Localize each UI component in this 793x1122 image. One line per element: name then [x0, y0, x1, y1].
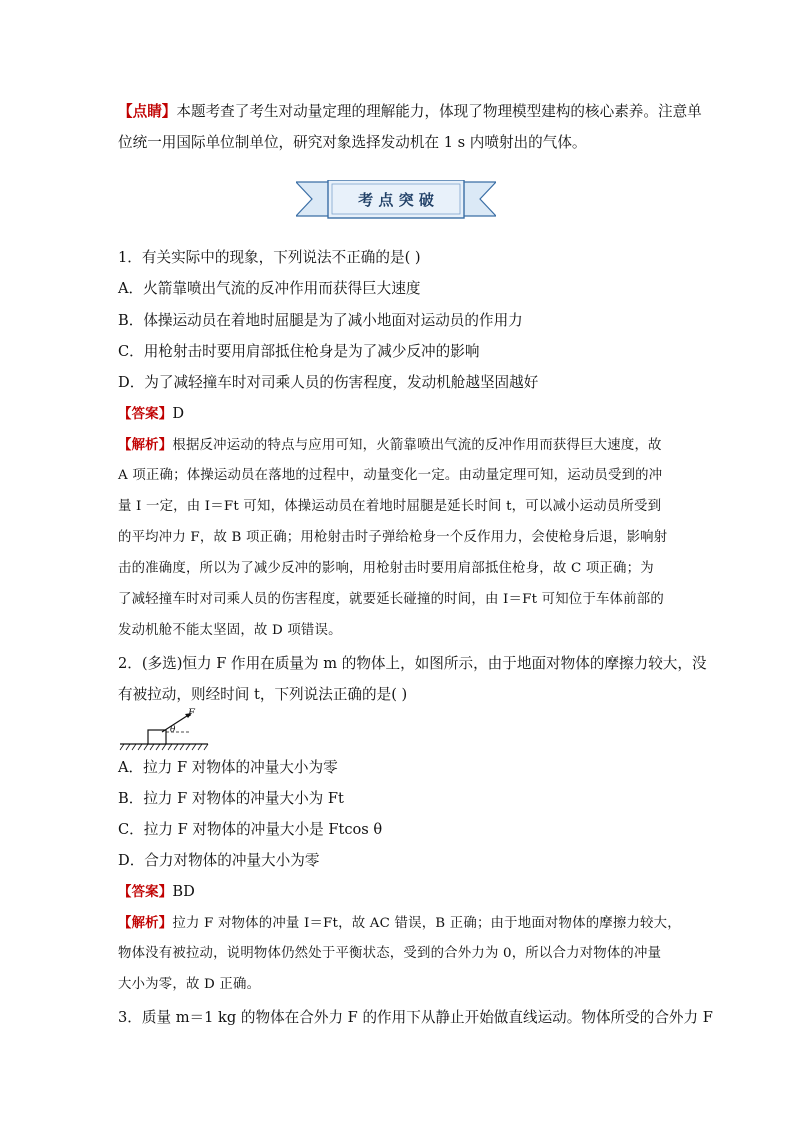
note-text-1: 本题考查了考生对动量定理的理解能力，体现了物理模型建构的核心素养。注意单	[176, 103, 702, 120]
q2-stem-line-2: 有被拉动，则经时间 t，下列说法正确的是( )	[118, 686, 408, 703]
banner-ribbon-icon	[296, 180, 496, 220]
q2-stem-line-1: 2．(多选)恒力 F 作用在质量为 m 的物体上，如图所示，由于地面对物体的摩擦力较大，没	[118, 655, 707, 672]
q1-option-a: A．火箭靠喷出气流的反冲作用而获得巨大速度	[118, 280, 421, 297]
q1-analysis-line-7: 发动机舱不能太坚固，故 D 项错误。	[118, 623, 342, 638]
q1-analysis-text-1: 根据反冲运动的特点与应用可知，火箭靠喷出气流的反冲作用而获得巨大速度，故	[172, 438, 662, 453]
q2-analysis-line-1	[118, 913, 681, 934]
q2-analysis-tag: 【解析】	[118, 915, 173, 931]
q1-analysis-line-2: A 项正确；体操运动员在落地的过程中，动量变化一定。由动量定理可知，运动员受到的冲	[118, 468, 663, 483]
q2-option-c: C．拉力 F 对物体的冲量大小是 Ftcos θ	[118, 821, 383, 838]
q2-answer: BD	[172, 883, 195, 900]
q1-analysis-line-5: 击的准确度，所以为了减少反冲的影响，用枪射击时要用肩部抵住枪身，故 C 项正确；为	[118, 561, 654, 576]
note-line-2: 位统一用国际单位制单位，研究对象选择发动机在 1 s 内喷射出的气体。	[118, 134, 587, 151]
q1-option-d: D．为了减轻撞车时对司乘人员的伤害程度，发动机舱越坚固越好	[118, 374, 539, 391]
q2-analysis-line-3: 大小为零，故 D 正确。	[118, 977, 261, 992]
q2-analysis-line-2: 物体没有被拉动，说明物体仍然处于平衡状态，受到的合外力为 0，所以合力对物体的冲量	[118, 946, 662, 961]
q1-analysis-line-3: 量 I 一定，由 I＝Ft 可知，体操运动员在着地时屈腿是延长时间 t，可以减小运动员所受到	[118, 499, 662, 514]
q1-analysis-tag: 【解析】	[118, 437, 173, 453]
force-label: F	[188, 708, 195, 719]
q1-analysis-line-6: 了减轻撞车时对司乘人员的伤害程度，就要延长碰撞的时间，由 I＝Ft 可知位于车体前部的	[118, 592, 664, 607]
q3-stem: 3．质量 m＝1 kg 的物体在合外力 F 的作用下从静止开始做直线运动。物体所受的合外力 F	[118, 1009, 713, 1026]
q1-answer-line	[118, 404, 678, 424]
angle-label: θ	[170, 725, 176, 735]
q2-option-b: B．拉力 F 对物体的冲量大小为 Ft	[118, 790, 344, 807]
q1-answer: D	[172, 405, 185, 422]
q2-analysis-text-1: 拉力 F 对物体的冲量 I＝Ft，故 AC 错误，B 正确；由于地面对物体的摩擦力较大，	[172, 916, 681, 931]
q1-option-b: B．体操运动员在着地时屈腿是为了减小地面对运动员的作用力	[118, 312, 523, 329]
q1-stem: 1．有关实际中的现象，下列说法不正确的是( )	[118, 249, 421, 266]
q1-analysis-line-1	[118, 435, 678, 456]
note-line-1	[118, 102, 702, 122]
force-diagram-icon	[118, 708, 210, 752]
section-banner	[296, 180, 496, 220]
q2-option-a: A．拉力 F 对物体的冲量大小为零	[118, 759, 338, 776]
q1-analysis-line-4: 的平均冲力 F，故 B 项正确；用枪射击时子弹给枪身一个反作用力，会使枪身后退，影响射	[118, 530, 668, 545]
q2-figure	[118, 708, 210, 752]
banner-title: 考 点 突 破	[358, 191, 434, 209]
q2-option-d: D．合力对物体的冲量大小为零	[118, 852, 320, 869]
q2-answer-line	[118, 882, 678, 902]
q1-option-c: C．用枪射击时要用肩部抵住枪身是为了减少反冲的影响	[118, 343, 480, 360]
note-tag: 【点睛】	[118, 103, 177, 120]
q2-answer-tag: 【答案】	[118, 884, 173, 900]
q1-answer-tag: 【答案】	[118, 406, 173, 422]
